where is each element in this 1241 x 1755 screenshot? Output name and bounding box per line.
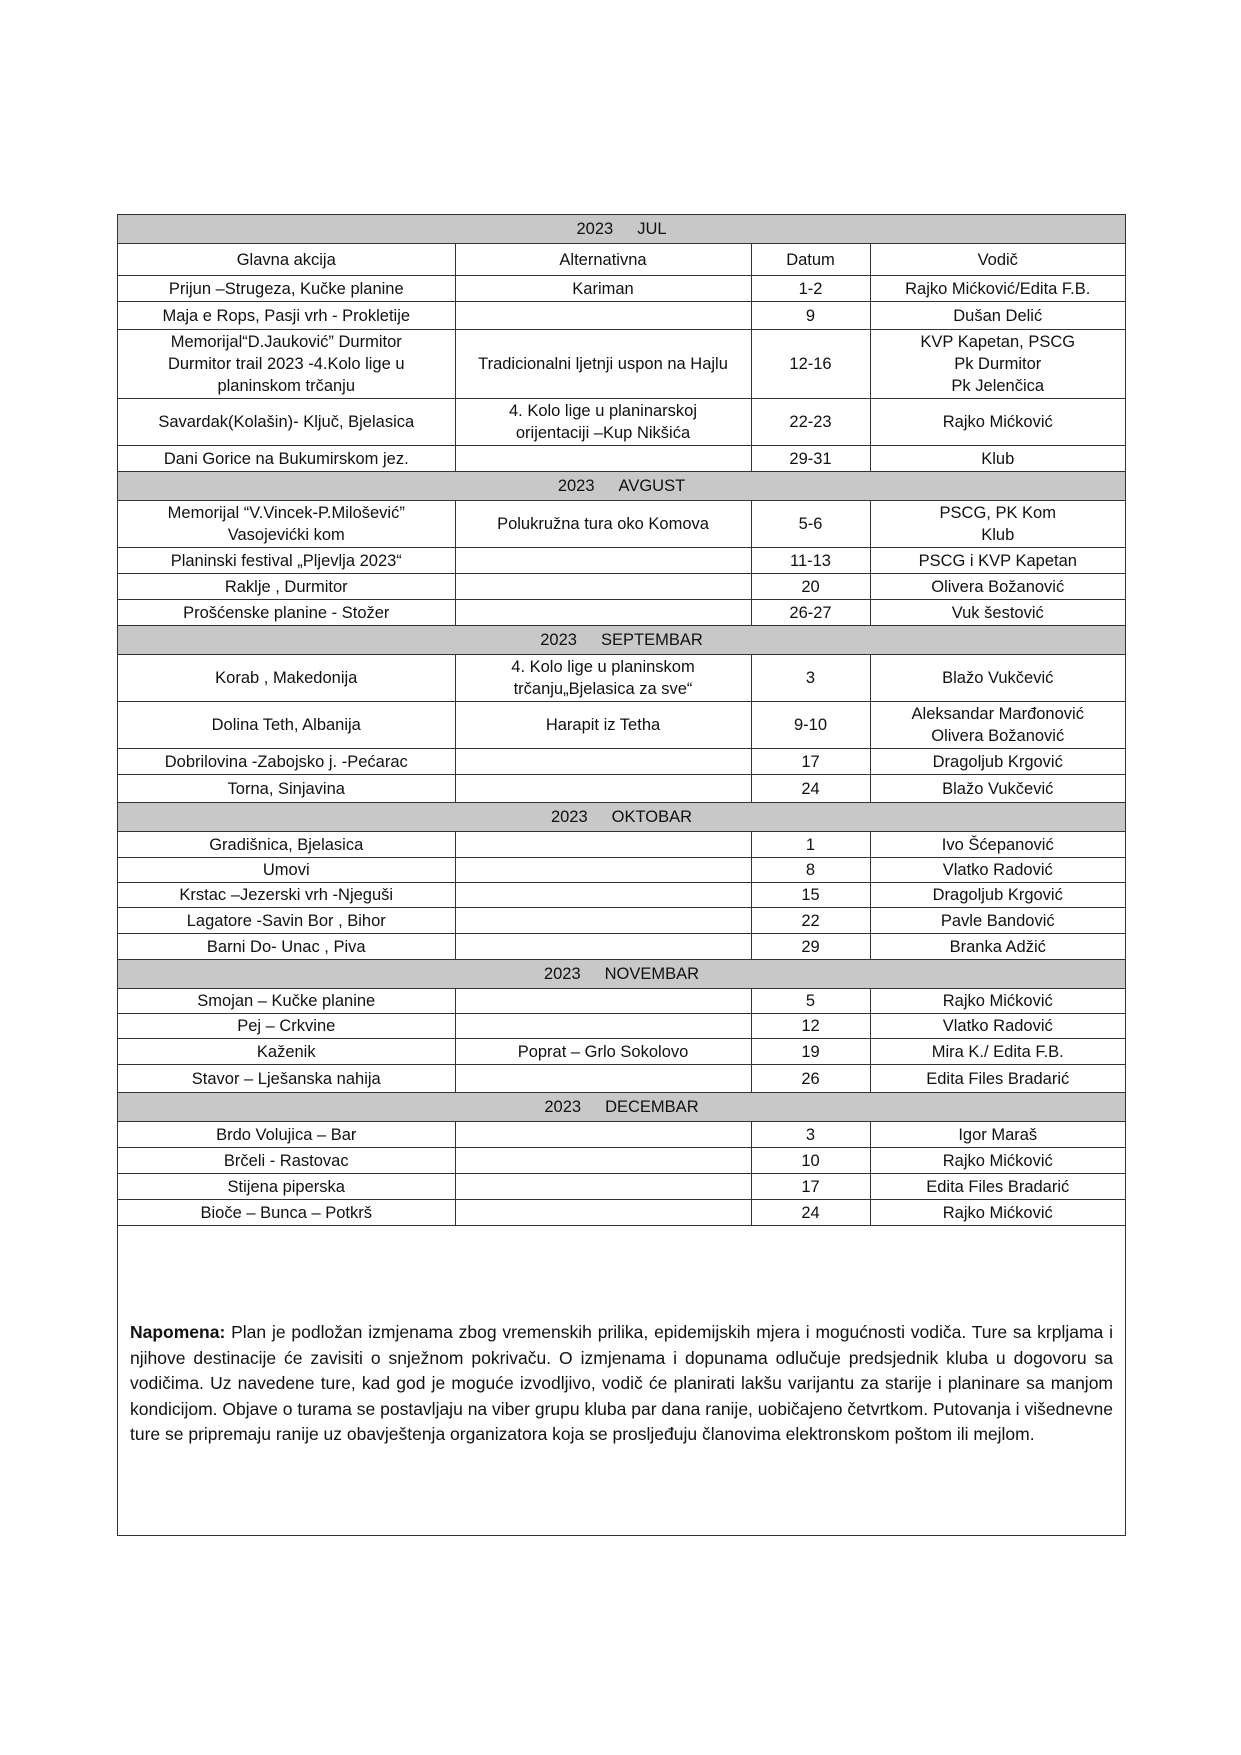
date-cell: 22-23 — [751, 399, 870, 446]
table-row — [118, 1148, 1125, 1174]
note-text: Plan je podložan izmjenama zbog vremenskih prilika, epidemijskih mjera i mogućnosti vodiča. Ture sa krpljama i njihove destinacije će zavisiti o snježnom pokrivaču. O izmjenama i dopunama odlučuje predsjednik kluba u dogovoru sa vodičima. Uz navedene ture, kad god je moguće izvodljivo, vodič će planirati lakšu varijantu za starije i planinare sa manjom kondicijom. Objave o turama se postavljaju na viber grupu kluba par dana ranije, uobičajeno četvrtkom. Putovanja i višednevne ture se pripremaju ranije uz obavještenja organizatora koja se prosljeđuju članovima elektronskom poštom ili mejlom. — [130, 1322, 1113, 1445]
main-action-cell: Pej – Crkvine — [118, 1014, 455, 1039]
date-cell: 29-31 — [751, 446, 870, 472]
alternative-cell — [455, 600, 751, 626]
month-year: 2023 — [544, 1098, 582, 1116]
main-action-cell: Brčeli - Rastovac — [118, 1148, 455, 1174]
guide-cell: Edita Files Bradarić — [870, 1065, 1125, 1093]
alternative-cell — [455, 883, 751, 908]
main-action-cell: Smojan – Kučke planine — [118, 989, 455, 1014]
table-row — [118, 276, 1125, 302]
guide-cell: Aleksandar Marđonović Olivera Božanović — [870, 702, 1125, 749]
table-row — [118, 858, 1125, 883]
alternative-cell — [455, 1174, 751, 1200]
date-cell: 11-13 — [751, 548, 870, 574]
main-action-cell: Korab , Makedonija — [118, 655, 455, 702]
table-row — [118, 655, 1125, 702]
guide-cell: PSCG, PK Kom Klub — [870, 501, 1125, 548]
month-name: AVGUST — [618, 477, 686, 495]
guide-cell: Dragoljub Krgović — [870, 749, 1125, 775]
date-cell: 12-16 — [751, 330, 870, 399]
date-cell: 8 — [751, 858, 870, 883]
date-cell: 1-2 — [751, 276, 870, 302]
guide-cell: Rajko Mićković — [870, 989, 1125, 1014]
table-row — [118, 702, 1125, 749]
month-header — [118, 960, 1125, 989]
main-action-cell: Umovi — [118, 858, 455, 883]
guide-cell: PSCG i KVP Kapetan — [870, 548, 1125, 574]
main-action-cell: Lagatore -Savin Bor , Bihor — [118, 908, 455, 934]
table-row — [118, 1039, 1125, 1065]
month-header — [118, 472, 1125, 501]
table-row — [118, 908, 1125, 934]
table-row — [118, 1065, 1125, 1093]
month-header-row — [118, 215, 1125, 244]
table-row — [118, 934, 1125, 960]
table-row — [118, 548, 1125, 574]
guide-cell: Dragoljub Krgović — [870, 883, 1125, 908]
month-year: 2023 — [576, 220, 614, 238]
table-row — [118, 883, 1125, 908]
date-cell: 12 — [751, 1014, 870, 1039]
date-header: Datum — [751, 244, 870, 276]
guide-cell: Ivo Šćepanović — [870, 832, 1125, 858]
month-header-row — [118, 472, 1125, 501]
date-cell: 26-27 — [751, 600, 870, 626]
main-action-cell: Barni Do- Unac , Piva — [118, 934, 455, 960]
main-action-cell: Dani Gorice na Bukumirskom jez. — [118, 446, 455, 472]
schedule-table — [118, 215, 1125, 1226]
main-action-cell: Prošćenske planine - Stožer — [118, 600, 455, 626]
guide-cell: Edita Files Bradarić — [870, 1174, 1125, 1200]
date-cell: 10 — [751, 1148, 870, 1174]
alternative-cell — [455, 1065, 751, 1093]
guide-cell: Vlatko Radović — [870, 1014, 1125, 1039]
guide-cell: Blažo Vukčević — [870, 775, 1125, 803]
month-header-row — [118, 1093, 1125, 1122]
column-header-row — [118, 244, 1125, 276]
date-cell: 5 — [751, 989, 870, 1014]
alternative-cell: Harapit iz Tetha — [455, 702, 751, 749]
alternative-cell — [455, 749, 751, 775]
table-row — [118, 501, 1125, 548]
alternative-cell — [455, 858, 751, 883]
date-cell: 17 — [751, 749, 870, 775]
table-row — [118, 302, 1125, 330]
schedule-sheet — [117, 214, 1126, 1536]
month-name: OKTOBAR — [611, 808, 693, 826]
date-cell: 3 — [751, 655, 870, 702]
guide-cell: Rajko Mićković — [870, 1148, 1125, 1174]
table-row — [118, 832, 1125, 858]
main-action-cell: Memorijal“D.Jauković” Durmitor Durmitor trail 2023 -4.Kolo lige u planinskom trčanju — [118, 330, 455, 399]
alternative-cell — [455, 908, 751, 934]
date-cell: 9 — [751, 302, 870, 330]
guide-cell: KVP Kapetan, PSCG Pk Durmitor Pk Jelenčica — [870, 330, 1125, 399]
guide-cell: Olivera Božanović — [870, 574, 1125, 600]
table-row — [118, 1200, 1125, 1226]
table-row — [118, 399, 1125, 446]
alternative-cell — [455, 1122, 751, 1148]
alternative-cell — [455, 1148, 751, 1174]
alternative-cell: Tradicionalni ljetnji uspon na Hajlu — [455, 330, 751, 399]
alternative-cell: Kariman — [455, 276, 751, 302]
table-row — [118, 749, 1125, 775]
date-cell: 15 — [751, 883, 870, 908]
table-row — [118, 600, 1125, 626]
main-action-header: Glavna akcija — [118, 244, 455, 276]
main-action-cell: Torna, Sinjavina — [118, 775, 455, 803]
guide-cell: Igor Maraš — [870, 1122, 1125, 1148]
guide-cell: Klub — [870, 446, 1125, 472]
alternative-cell — [455, 574, 751, 600]
alternative-cell — [455, 548, 751, 574]
table-row — [118, 1122, 1125, 1148]
month-header — [118, 1093, 1125, 1122]
table-row — [118, 989, 1125, 1014]
month-year: 2023 — [557, 477, 595, 495]
date-cell: 20 — [751, 574, 870, 600]
main-action-cell: Dobrilovina -Zabojsko j. -Pećarac — [118, 749, 455, 775]
guide-cell: Branka Adžić — [870, 934, 1125, 960]
date-cell: 17 — [751, 1174, 870, 1200]
date-cell: 22 — [751, 908, 870, 934]
guide-cell: Pavle Bandović — [870, 908, 1125, 934]
month-year: 2023 — [550, 808, 588, 826]
month-name: JUL — [637, 220, 667, 238]
month-name: NOVEMBAR — [604, 965, 700, 983]
guide-cell: Dušan Delić — [870, 302, 1125, 330]
main-action-cell: Stijena piperska — [118, 1174, 455, 1200]
main-action-cell: Brdo Volujica – Bar — [118, 1122, 455, 1148]
main-action-cell: Kaženik — [118, 1039, 455, 1065]
note-paragraph — [130, 1320, 1113, 1448]
month-name: SEPTEMBAR — [600, 631, 703, 649]
alternative-cell: 4. Kolo lige u planinarskoj orijentaciji –Kup Nikšića — [455, 399, 751, 446]
alternative-header: Alternativna — [455, 244, 751, 276]
month-header — [118, 626, 1125, 655]
guide-cell: Rajko Mićković — [870, 1200, 1125, 1226]
main-action-cell: Stavor – Lješanska nahija — [118, 1065, 455, 1093]
date-cell: 5-6 — [751, 501, 870, 548]
alternative-cell — [455, 989, 751, 1014]
date-cell: 3 — [751, 1122, 870, 1148]
guide-cell: Vuk šestović — [870, 600, 1125, 626]
main-action-cell: Krstac –Jezerski vrh -Njeguši — [118, 883, 455, 908]
month-header — [118, 803, 1125, 832]
main-action-cell: Planinski festival „Pljevlja 2023“ — [118, 548, 455, 574]
main-action-cell: Prijun –Strugeza, Kučke planine — [118, 276, 455, 302]
date-cell: 24 — [751, 1200, 870, 1226]
alternative-cell — [455, 934, 751, 960]
table-row — [118, 1014, 1125, 1039]
main-action-cell: Raklje , Durmitor — [118, 574, 455, 600]
month-header-row — [118, 960, 1125, 989]
alternative-cell: 4. Kolo lige u planinskom trčanju„Bjelasica za sve“ — [455, 655, 751, 702]
date-cell: 9-10 — [751, 702, 870, 749]
table-row — [118, 574, 1125, 600]
date-cell: 1 — [751, 832, 870, 858]
guide-cell: Rajko Mićković/Edita F.B. — [870, 276, 1125, 302]
main-action-cell: Gradišnica, Bjelasica — [118, 832, 455, 858]
guide-cell: Vlatko Radović — [870, 858, 1125, 883]
alternative-cell — [455, 832, 751, 858]
guide-header: Vodič — [870, 244, 1125, 276]
alternative-cell: Polukružna tura oko Komova — [455, 501, 751, 548]
table-row — [118, 775, 1125, 803]
month-year: 2023 — [543, 965, 581, 983]
month-header-row — [118, 626, 1125, 655]
date-cell: 19 — [751, 1039, 870, 1065]
guide-cell: Rajko Mićković — [870, 399, 1125, 446]
alternative-cell — [455, 1014, 751, 1039]
alternative-cell — [455, 446, 751, 472]
alternative-cell — [455, 302, 751, 330]
table-row — [118, 1174, 1125, 1200]
alternative-cell — [455, 1200, 751, 1226]
date-cell: 29 — [751, 934, 870, 960]
guide-cell: Blažo Vukčević — [870, 655, 1125, 702]
table-row — [118, 446, 1125, 472]
month-header — [118, 215, 1125, 244]
date-cell: 24 — [751, 775, 870, 803]
main-action-cell: Maja e Rops, Pasji vrh - Prokletije — [118, 302, 455, 330]
main-action-cell: Memorijal “V.Vincek-P.Milošević” Vasojevićki kom — [118, 501, 455, 548]
month-year: 2023 — [540, 631, 577, 649]
note-label: Napomena: — [130, 1322, 226, 1342]
guide-cell: Mira K./ Edita F.B. — [870, 1039, 1125, 1065]
main-action-cell: Dolina Teth, Albanija — [118, 702, 455, 749]
date-cell: 26 — [751, 1065, 870, 1093]
main-action-cell: Savardak(Kolašin)- Ključ, Bjelasica — [118, 399, 455, 446]
month-name: DECEMBAR — [605, 1098, 699, 1116]
month-header-row — [118, 803, 1125, 832]
alternative-cell — [455, 775, 751, 803]
main-action-cell: Bioče – Bunca – Potkrš — [118, 1200, 455, 1226]
table-row — [118, 330, 1125, 399]
alternative-cell: Poprat – Grlo Sokolovo — [455, 1039, 751, 1065]
